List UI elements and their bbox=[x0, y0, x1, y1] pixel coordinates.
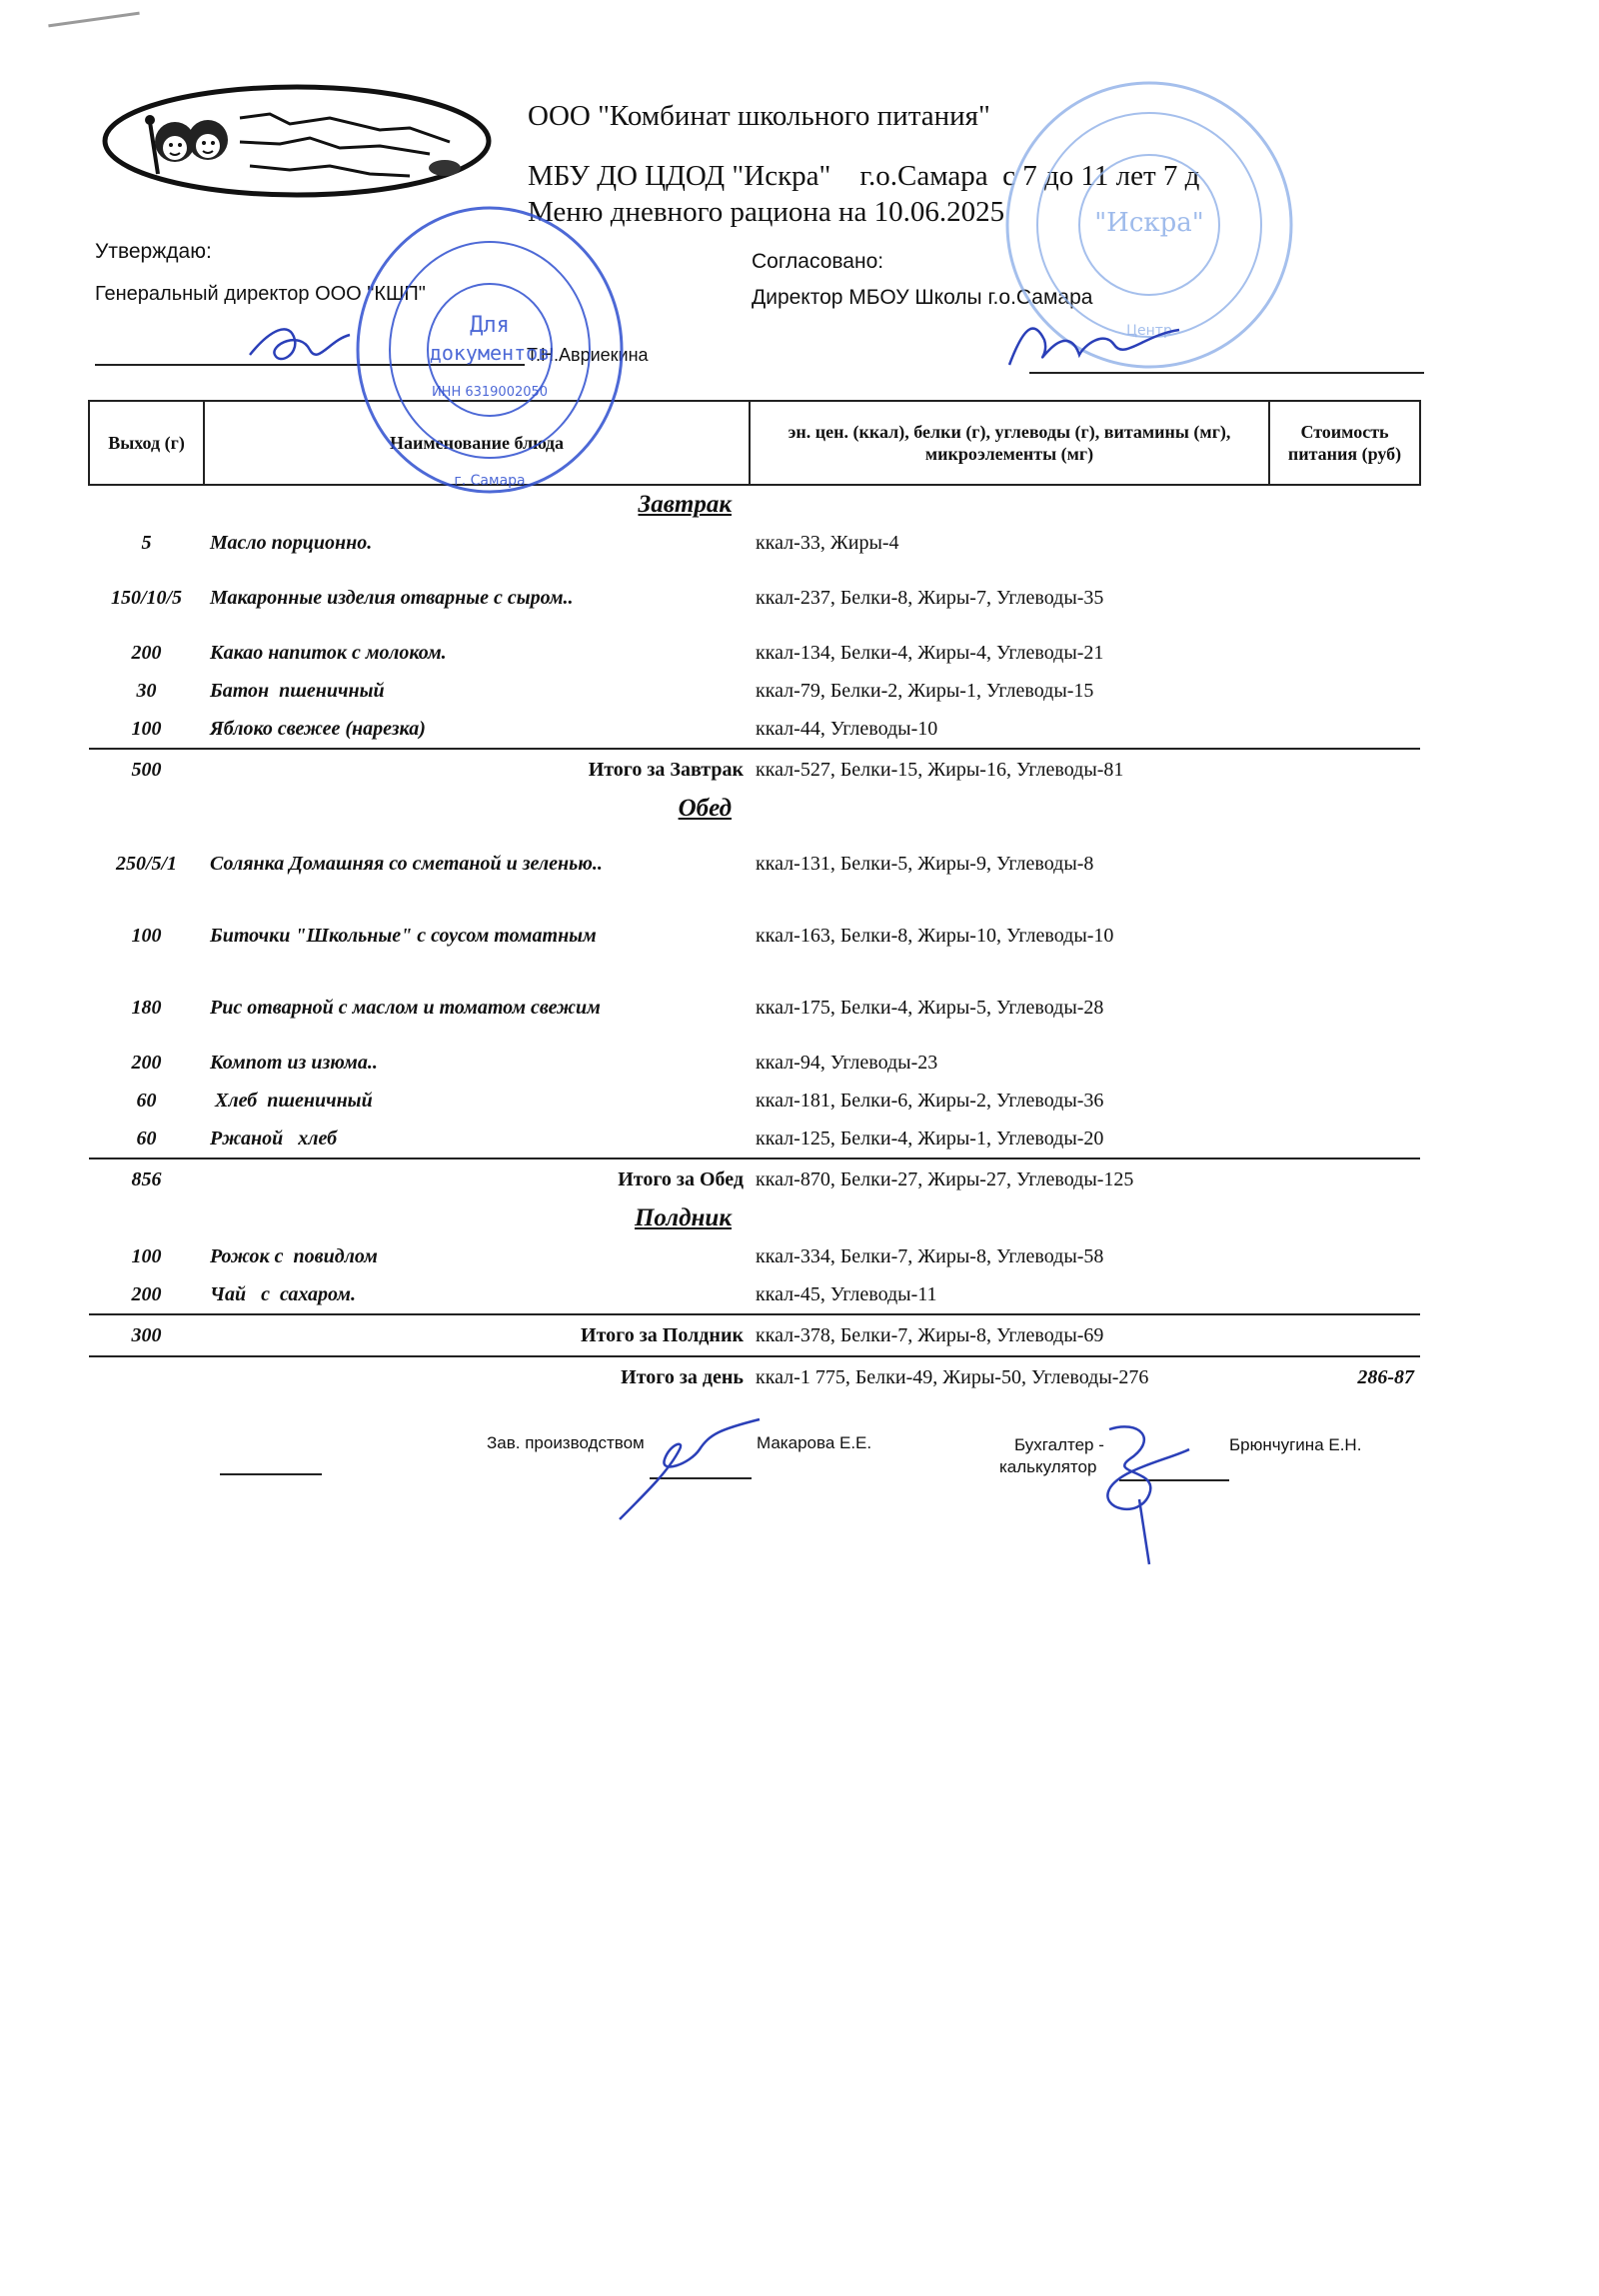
row-nutrition: ккал-33, Жиры-4 bbox=[756, 531, 899, 554]
menu-table bbox=[88, 400, 1421, 1398]
table-row bbox=[89, 524, 1420, 562]
table-row bbox=[89, 1120, 1420, 1158]
school-stamp bbox=[999, 75, 1299, 375]
row-dish: Солянка Домашняя со сметаной и зеленью.. bbox=[210, 852, 603, 875]
svg-text:документов: документов bbox=[429, 341, 551, 365]
table-row bbox=[89, 1082, 1420, 1120]
row-output: 100 bbox=[131, 717, 162, 740]
row-nutrition: ккал-94, Углеводы-23 bbox=[756, 1051, 938, 1074]
row-dish: Биточки "Школьные" с соусом томатным bbox=[210, 924, 597, 947]
scan-mark bbox=[48, 12, 140, 28]
table-row bbox=[89, 972, 1420, 1044]
row-output: 150/10/5 bbox=[110, 586, 183, 609]
svg-text:г. Самара: г. Самара bbox=[454, 473, 526, 489]
approve-name: Т.Н.Авриекина bbox=[527, 345, 649, 365]
director-signature bbox=[240, 310, 360, 380]
row-dish: Чай с сахаром. bbox=[210, 1282, 356, 1305]
row-nutrition: ккал-44, Углеводы-10 bbox=[756, 717, 938, 740]
approve-position: Генеральный директор ООО "КШП" bbox=[95, 283, 426, 305]
day-total-nutrition: ккал-1 775, Белки-49, Жиры-50, Углеводы-276 bbox=[756, 1366, 1149, 1388]
row-dish: Масло порционно. bbox=[210, 531, 373, 554]
row-nutrition: ккал-237, Белки-8, Жиры-7, Углеводы-35 bbox=[756, 586, 1104, 609]
table-row bbox=[89, 1275, 1420, 1314]
production-signature-line bbox=[650, 1477, 752, 1479]
table-row bbox=[89, 1044, 1420, 1082]
row-dish: Батон пшеничный bbox=[210, 679, 385, 702]
agreed-label: Согласовано: bbox=[752, 250, 884, 273]
row-output: 60 bbox=[136, 1127, 157, 1149]
section-title: Полдник bbox=[634, 1204, 732, 1231]
school-director-signature bbox=[1004, 315, 1184, 375]
section-lunch bbox=[89, 790, 1420, 828]
table-row bbox=[89, 562, 1420, 634]
total-row-lunch bbox=[89, 1158, 1420, 1199]
total-label: Итого за Обед bbox=[204, 1158, 750, 1199]
table-row bbox=[89, 900, 1420, 972]
section-breakfast bbox=[89, 485, 1420, 524]
row-output: 100 bbox=[131, 1244, 162, 1267]
row-dish: Рожок с повидлом bbox=[210, 1244, 378, 1267]
row-output: 250/5/1 bbox=[115, 852, 178, 875]
row-dish: Макаронные изделия отварные с сыром.. bbox=[210, 586, 574, 609]
accountant-signature bbox=[1069, 1409, 1209, 1569]
accountant-label-1: Бухгалтер - bbox=[1014, 1435, 1104, 1454]
svg-text:Для: Для bbox=[470, 313, 510, 338]
row-dish: Яблоко свежее (нарезка) bbox=[210, 717, 426, 740]
svg-text:"Искра": "Искра" bbox=[1094, 208, 1204, 238]
menu-title: Меню дневного рациона на 10.06.2025 bbox=[528, 196, 1005, 228]
row-output: 200 bbox=[131, 641, 162, 664]
total-row-breakfast bbox=[89, 749, 1420, 790]
total-output: 500 bbox=[89, 749, 204, 790]
row-output: 200 bbox=[131, 1051, 162, 1074]
accountant-name: Брюнчугина Е.Н. bbox=[1229, 1435, 1362, 1454]
row-nutrition: ккал-131, Белки-5, Жиры-9, Углеводы-8 bbox=[756, 852, 1094, 875]
agreed-position: Директор МБОУ Школы г.о.Самара bbox=[752, 286, 1093, 309]
section-snack bbox=[89, 1199, 1420, 1237]
row-nutrition: ккал-134, Белки-4, Жиры-4, Углеводы-21 bbox=[756, 641, 1104, 664]
total-output: 300 bbox=[89, 1314, 204, 1356]
svg-text:ИНН 6319002050: ИНН 6319002050 bbox=[431, 385, 549, 400]
row-output: 100 bbox=[131, 924, 162, 947]
day-total-label: Итого за день bbox=[621, 1366, 744, 1388]
row-nutrition: ккал-334, Белки-7, Жиры-8, Углеводы-58 bbox=[756, 1244, 1104, 1267]
total-label: Итого за Завтрак bbox=[204, 749, 750, 790]
company-name: ООО "Комбинат школьного питания" bbox=[528, 100, 990, 132]
table-row bbox=[89, 710, 1420, 749]
accountant-signature-line bbox=[1119, 1479, 1229, 1481]
school-line: МБУ ДО ЦДОД "Искра" г.о.Самара с 7 до 11 лет 7 д bbox=[528, 160, 1200, 192]
production-label: Зав. производством bbox=[487, 1433, 645, 1452]
company-logo bbox=[100, 82, 495, 200]
production-signature bbox=[610, 1409, 770, 1529]
row-output: 180 bbox=[131, 996, 162, 1019]
production-name: Макарова Е.Е. bbox=[757, 1433, 872, 1452]
total-row-snack bbox=[89, 1314, 1420, 1356]
total-nutrition: ккал-870, Белки-27, Жиры-27, Углеводы-125 bbox=[750, 1158, 1269, 1199]
approve-signature-line bbox=[95, 364, 525, 366]
row-nutrition: ккал-45, Углеводы-11 bbox=[756, 1282, 937, 1305]
row-output: 60 bbox=[136, 1089, 157, 1112]
row-dish: Ржаной хлеб bbox=[210, 1127, 338, 1149]
row-output: 30 bbox=[136, 679, 157, 702]
table-header-row bbox=[89, 401, 1420, 485]
header-nutrition: эн. цен. (ккал), белки (г), углеводы (г), витамины (мг), микроэлементы (мг) bbox=[750, 401, 1269, 485]
row-nutrition: ккал-175, Белки-4, Жиры-5, Углеводы-28 bbox=[756, 996, 1104, 1019]
table-row bbox=[89, 828, 1420, 900]
agreed-signature-line bbox=[1029, 372, 1424, 374]
row-dish: Компот из изюма.. bbox=[210, 1051, 378, 1074]
row-dish: Хлеб пшеничный bbox=[210, 1089, 373, 1112]
total-label: Итого за Полдник bbox=[204, 1314, 750, 1356]
row-nutrition: ккал-181, Белки-6, Жиры-2, Углеводы-36 bbox=[756, 1089, 1104, 1112]
footer-left-line bbox=[220, 1473, 322, 1475]
total-nutrition: ккал-527, Белки-15, Жиры-16, Углеводы-81 bbox=[750, 749, 1269, 790]
row-nutrition: ккал-125, Белки-4, Жиры-1, Углеводы-20 bbox=[756, 1127, 1104, 1149]
table-row bbox=[89, 672, 1420, 710]
row-dish: Какао напиток с молоком. bbox=[210, 641, 447, 664]
approve-label: Утверждаю: bbox=[95, 240, 212, 263]
row-nutrition: ккал-79, Белки-2, Жиры-1, Углеводы-15 bbox=[756, 679, 1094, 702]
total-output: 856 bbox=[89, 1158, 204, 1199]
header-output: Выход (г) bbox=[89, 401, 204, 485]
day-total-row bbox=[89, 1356, 1420, 1398]
row-output: 5 bbox=[141, 531, 152, 554]
total-nutrition: ккал-378, Белки-7, Жиры-8, Углеводы-69 bbox=[750, 1314, 1269, 1356]
day-total-cost: 286-87 bbox=[1357, 1366, 1414, 1388]
section-title: Завтрак bbox=[638, 491, 732, 518]
table-row bbox=[89, 1237, 1420, 1275]
table-row bbox=[89, 634, 1420, 672]
row-dish: Рис отварной с маслом и томатом свежим bbox=[210, 996, 601, 1019]
header-cost: Стоимость питания (руб) bbox=[1269, 401, 1420, 485]
svg-text:Центр: Центр bbox=[1126, 323, 1172, 339]
row-output: 200 bbox=[131, 1282, 162, 1305]
header-dish: Наименование блюда bbox=[204, 401, 750, 485]
accountant-label-2: калькулятор bbox=[999, 1457, 1097, 1476]
row-nutrition: ккал-163, Белки-8, Жиры-10, Углеводы-10 bbox=[756, 924, 1114, 947]
section-title: Обед bbox=[678, 795, 732, 822]
